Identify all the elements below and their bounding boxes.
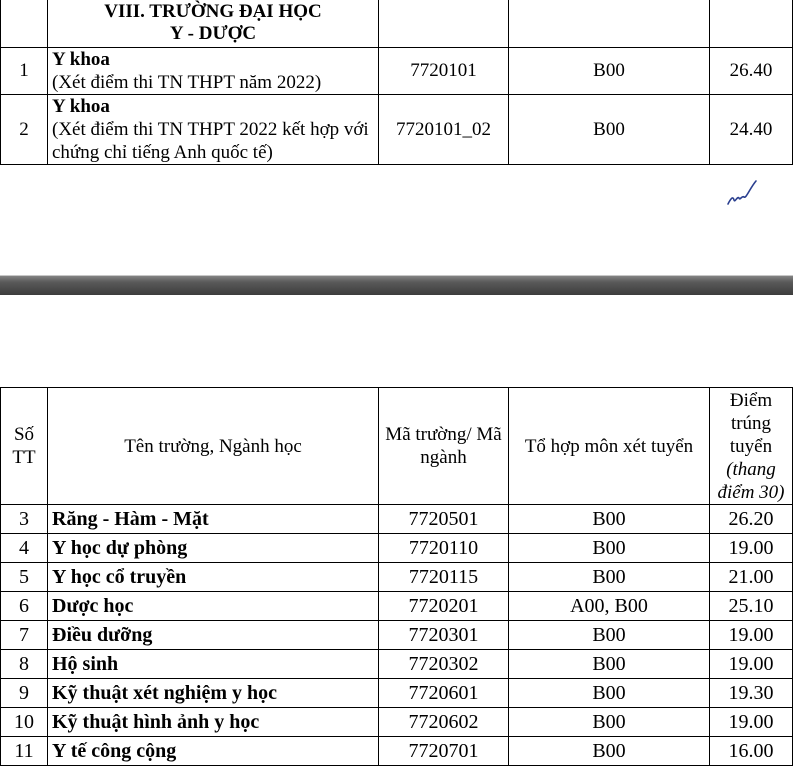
row-name-cell: [48, 95, 379, 165]
row-score: 25.10: [710, 592, 793, 621]
row-name: Y tế công cộng: [48, 737, 379, 766]
row-combo: B00: [509, 708, 710, 737]
row-combo: B00: [509, 737, 710, 766]
scores-table: [0, 387, 793, 766]
row-score: 26.20: [710, 505, 793, 534]
header-code: Mã trường/ Mã ngành: [379, 388, 509, 505]
row-stt: 7: [1, 621, 48, 650]
top-table: [0, 0, 793, 165]
signature-mark: [726, 178, 758, 208]
header-score: Điểm trúng tuyển: [729, 389, 773, 457]
section-title-line2: Y - DƯỢC: [169, 22, 257, 44]
table-row: [1, 534, 793, 563]
row-name: Kỹ thuật xét nghiệm y học: [48, 679, 379, 708]
row-code: 7720601: [379, 679, 509, 708]
row-name: Điều dưỡng: [48, 621, 379, 650]
row-code: 7720110: [379, 534, 509, 563]
row-stt: 6: [1, 592, 48, 621]
row-score: 19.00: [710, 534, 793, 563]
row-name: Y học cổ truyền: [48, 563, 379, 592]
row-code: 7720501: [379, 505, 509, 534]
row-name: Dược học: [48, 592, 379, 621]
empty-cell: [509, 0, 710, 48]
table-header-row: [1, 388, 793, 505]
row-stt: 10: [1, 708, 48, 737]
row-score: 26.40: [710, 48, 793, 95]
header-combo: Tổ hợp môn xét tuyển: [509, 388, 710, 505]
row-stt: 3: [1, 505, 48, 534]
row-combo: B00: [509, 534, 710, 563]
row-score: 16.00: [710, 737, 793, 766]
table-row: [1, 95, 793, 165]
table-row: [1, 505, 793, 534]
row-note: (Xét điểm thi TN THPT năm 2022): [52, 72, 322, 93]
row-name: Y khoa: [52, 96, 110, 117]
header-score-note: (thang điểm 30): [717, 458, 785, 503]
row-score: 19.00: [710, 621, 793, 650]
row-combo: B00: [509, 650, 710, 679]
row-combo: B00: [509, 679, 710, 708]
separator-highlight: [0, 275, 793, 276]
table-row: [1, 679, 793, 708]
row-score: 19.00: [710, 650, 793, 679]
row-stt: 8: [1, 650, 48, 679]
row-score: 19.00: [710, 708, 793, 737]
row-stt: 11: [1, 737, 48, 766]
header-stt: Số TT: [1, 388, 48, 505]
empty-cell: [710, 0, 793, 48]
table-row: [1, 563, 793, 592]
row-name: Kỹ thuật hình ảnh y học: [48, 708, 379, 737]
row-code: 7720302: [379, 650, 509, 679]
row-code: 7720101: [379, 48, 509, 95]
table-row: [1, 737, 793, 766]
row-code: 7720101_02: [379, 95, 509, 165]
row-code: 7720701: [379, 737, 509, 766]
row-stt: 1: [1, 48, 48, 95]
table-row: [1, 621, 793, 650]
section-header-row: [1, 0, 793, 48]
table-body: [1, 505, 793, 766]
table-row: [1, 48, 793, 95]
row-name: Răng - Hàm - Mặt: [48, 505, 379, 534]
page-separator: [0, 275, 793, 295]
row-name: Y khoa: [52, 49, 110, 70]
row-score: 19.30: [710, 679, 793, 708]
row-combo: B00: [509, 505, 710, 534]
row-code: 7720602: [379, 708, 509, 737]
section-title: [48, 0, 379, 48]
row-stt: 2: [1, 95, 48, 165]
row-combo: B00: [509, 95, 710, 165]
row-name-cell: [48, 48, 379, 95]
empty-cell: [1, 0, 48, 48]
row-stt: 5: [1, 563, 48, 592]
empty-cell: [379, 0, 509, 48]
header-score-cell: [710, 388, 793, 505]
header-name: Tên trường, Ngành học: [48, 388, 379, 505]
row-combo: B00: [509, 563, 710, 592]
row-code: 7720301: [379, 621, 509, 650]
row-combo: B00: [509, 48, 710, 95]
row-score: 21.00: [710, 563, 793, 592]
row-score: 24.40: [710, 95, 793, 165]
row-note: (Xét điểm thi TN THPT 2022 kết hợp với chứng chỉ tiếng Anh quốc tế): [52, 119, 369, 163]
table-row: [1, 650, 793, 679]
row-name: Hộ sinh: [48, 650, 379, 679]
row-code: 7720115: [379, 563, 509, 592]
row-stt: 4: [1, 534, 48, 563]
row-code: 7720201: [379, 592, 509, 621]
row-combo: B00: [509, 621, 710, 650]
section-title-line1: VIII. TRƯỜNG ĐẠI HỌC: [104, 0, 322, 22]
row-stt: 9: [1, 679, 48, 708]
table-row: [1, 592, 793, 621]
row-combo: A00, B00: [509, 592, 710, 621]
row-name: Y học dự phòng: [48, 534, 379, 563]
table-row: [1, 708, 793, 737]
